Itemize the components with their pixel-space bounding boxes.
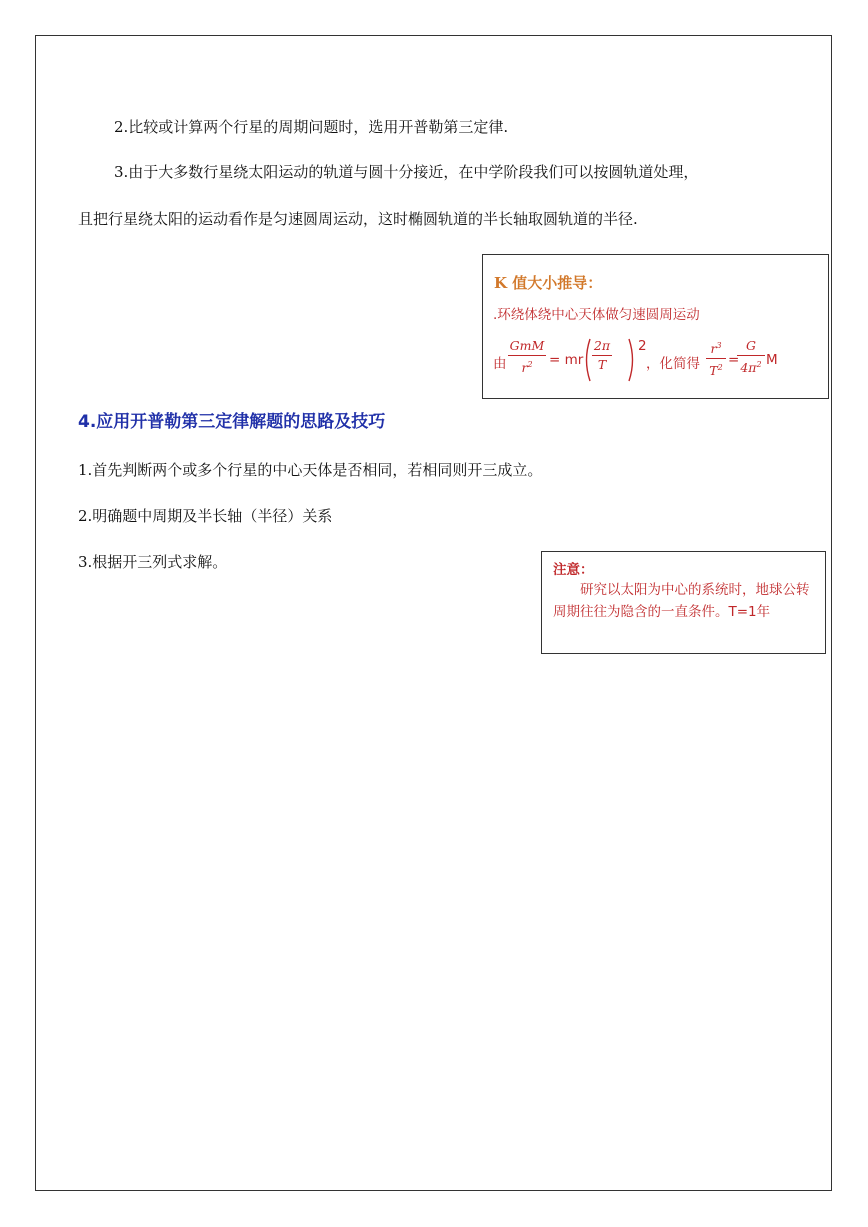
paragraph-3-line-1: 3.由于大多数行星绕太阳运动的轨道与圆十分接近，在中学阶段我们可以按圆轨道处理， — [114, 163, 699, 181]
section-heading: 4.应用开普勒第三定律解题的思路及技巧 — [78, 412, 386, 432]
step-3: 3.根据开三列式求解。 — [78, 553, 228, 571]
note-box — [541, 551, 826, 654]
formula-simplify: ，化简得 — [646, 356, 700, 372]
fraction-denominator: $r^2$ — [521, 360, 533, 376]
fraction-g-4pi2 — [737, 338, 765, 376]
left-paren — [582, 338, 592, 382]
fraction-denominator: $4\pi^2$ — [740, 360, 762, 376]
step-1: 1.首先判断两个或多个行星的中心天体是否相同，若相同则开三成立。 — [78, 461, 543, 479]
fraction-numerator: G — [746, 338, 756, 353]
note-title: 注意： — [553, 562, 594, 578]
note-text: 研究以太阳为中心的系统时，地球公转周期往往为隐含的一直条件。T=1年 — [553, 582, 810, 620]
k-box-line: .环绕体绕中心天体做匀速圆周运动 — [493, 307, 700, 323]
k-box-title: K 值大小推导： — [494, 274, 603, 292]
fraction-denominator: $T^2$ — [709, 363, 723, 379]
k-formula — [493, 335, 823, 385]
fraction-bar — [508, 355, 546, 356]
formula-square: 2 — [638, 338, 647, 354]
formula-eq-mr: = mr — [549, 352, 584, 368]
fraction-numerator: GmM — [509, 338, 545, 353]
formula-prefix: 由 — [493, 356, 507, 372]
step-2: 2.明确题中周期及半长轴（半径）关系 — [78, 507, 333, 525]
paragraph-3-line-2: 且把行星绕太阳的运动看作是匀速圆周运动，这时椭圆轨道的半长轴取圆轨道的半径. — [78, 210, 638, 228]
k-derivation-box — [482, 254, 829, 399]
right-paren — [627, 338, 637, 382]
fraction-bar — [592, 355, 612, 356]
fraction-numerator: $r^3$ — [710, 341, 722, 357]
paragraph-2: 2.比较或计算两个行星的周期问题时，选用开普勒第三定律. — [114, 118, 509, 136]
formula-equals: = — [728, 352, 740, 368]
fraction-bar — [706, 358, 726, 359]
fraction-denominator: T — [597, 357, 607, 372]
fraction-numerator: 2π — [593, 338, 611, 353]
fraction-r3-t2 — [706, 338, 726, 379]
fraction-gmm-r2 — [508, 338, 546, 376]
formula-suffix: M — [766, 352, 778, 368]
fraction-2pi-t — [592, 338, 612, 373]
fraction-bar — [737, 355, 765, 356]
